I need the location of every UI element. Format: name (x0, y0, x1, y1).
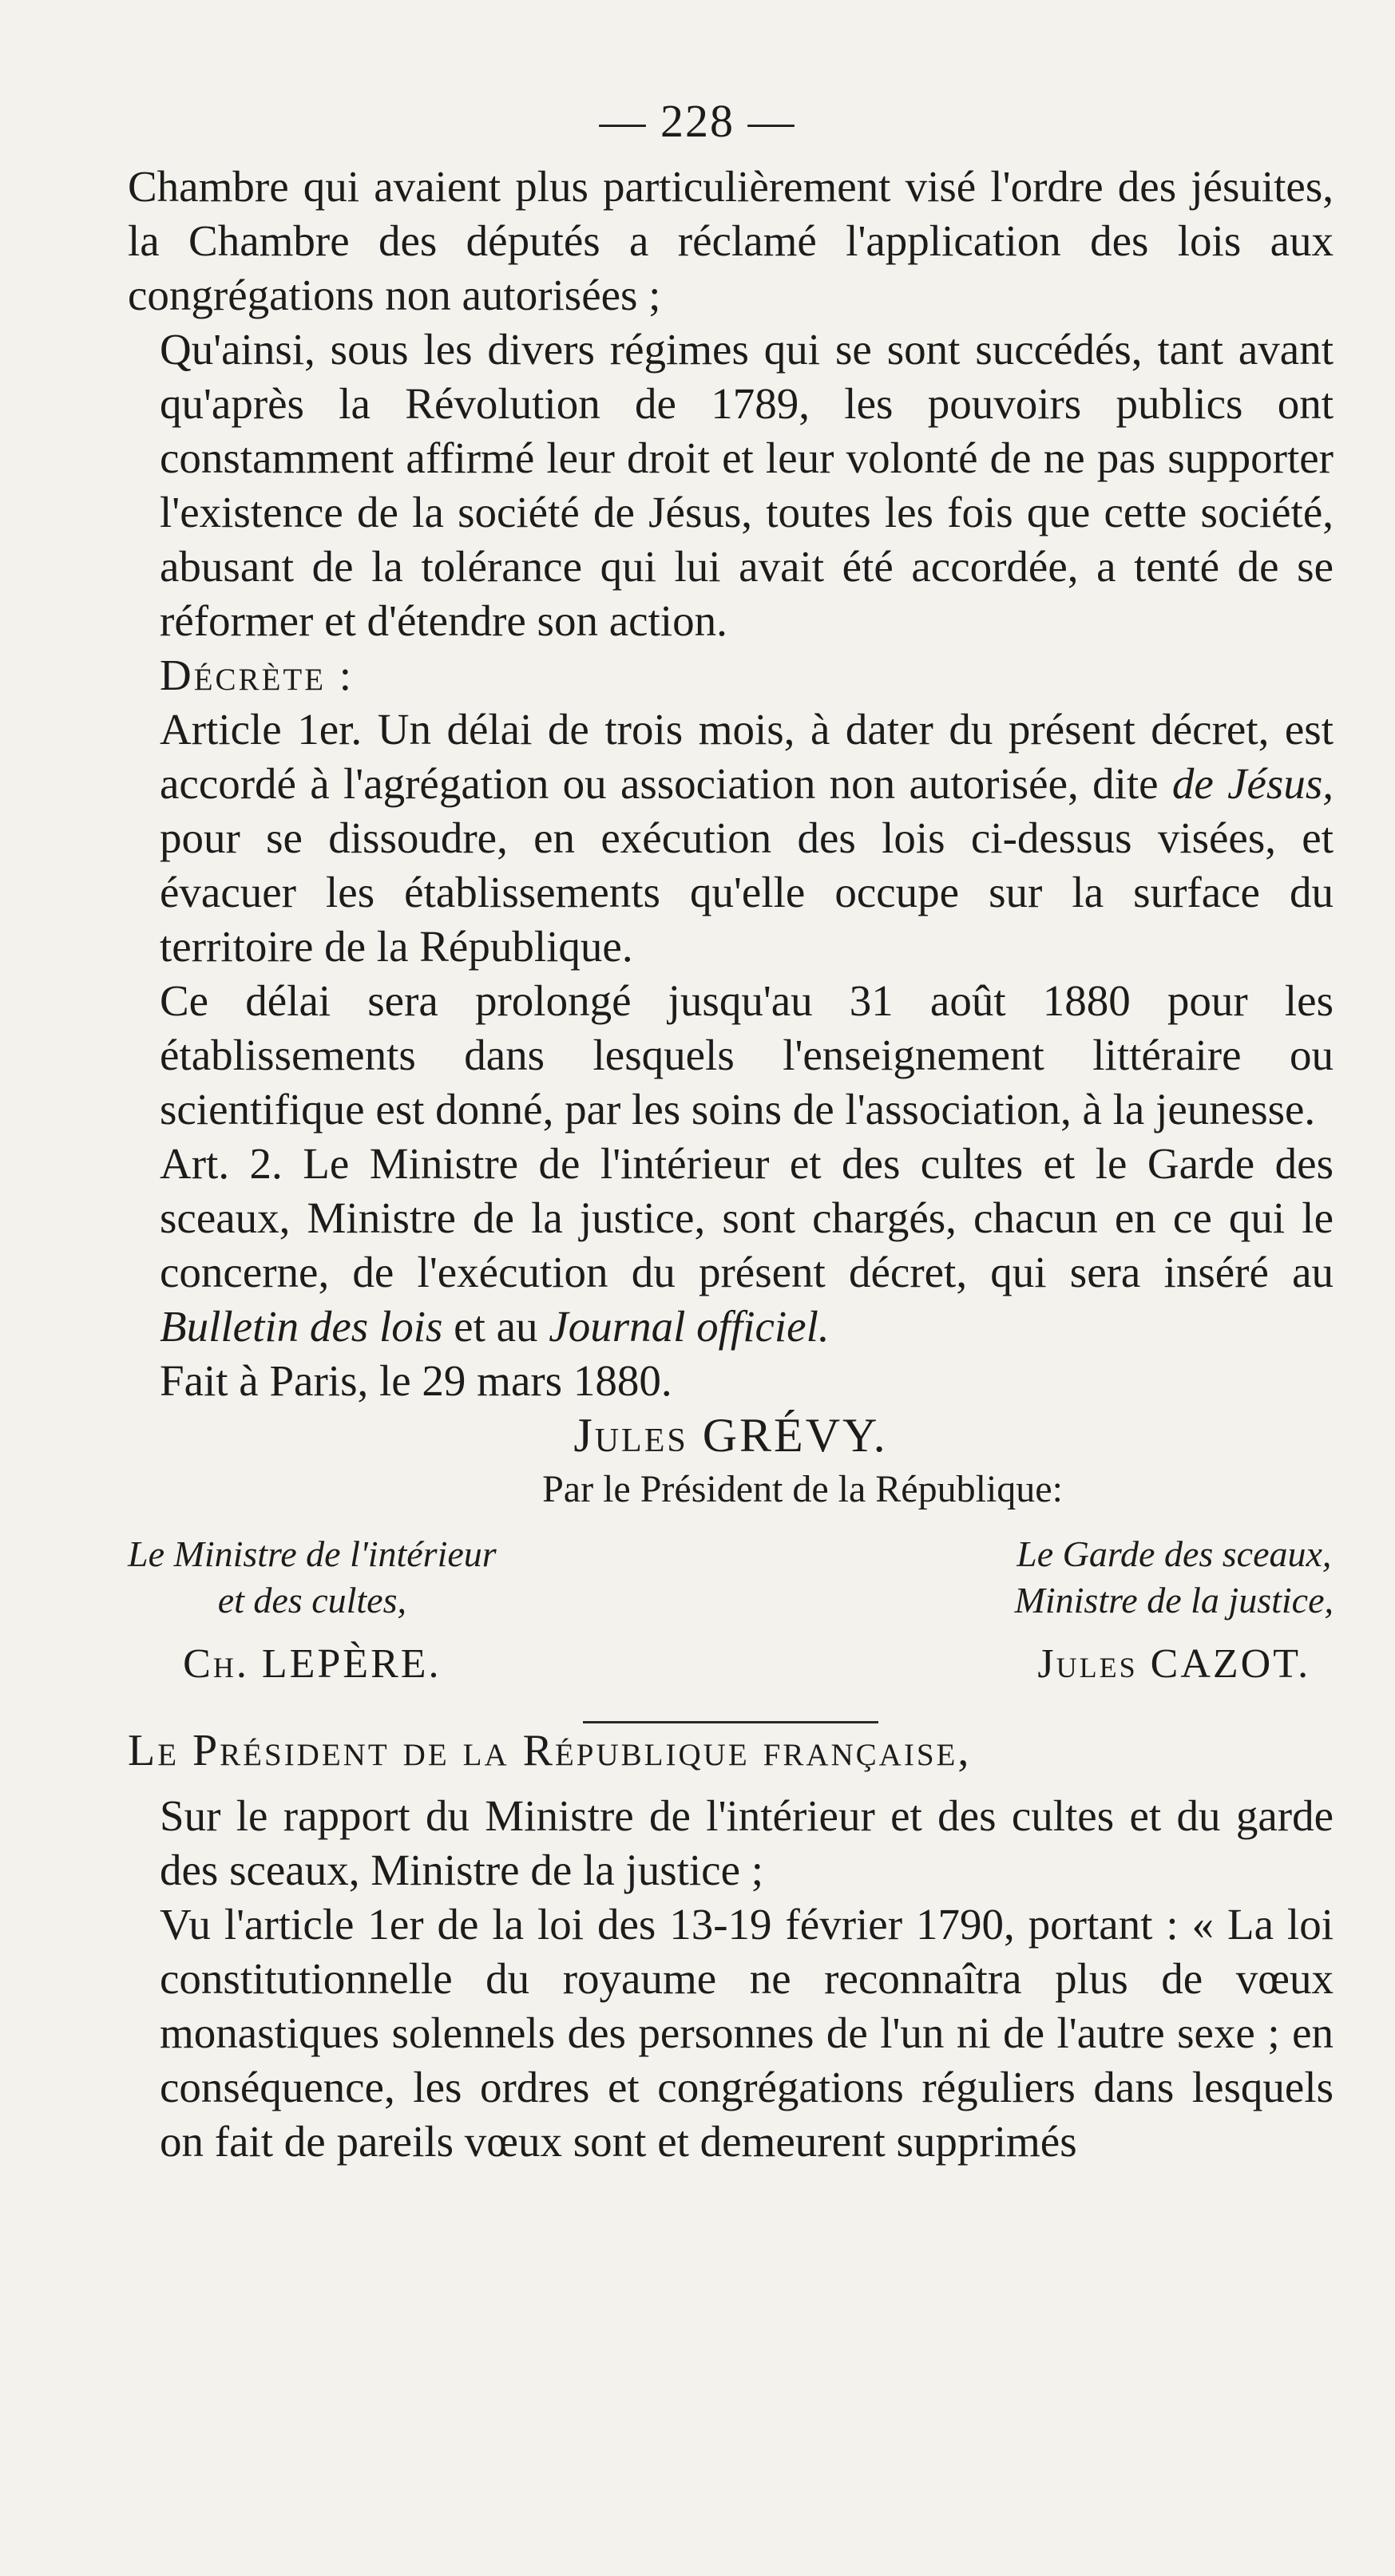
done-at: Fait à Paris, le 29 mars 1880. (160, 1356, 672, 1405)
decrete-heading: Décrète : (160, 651, 355, 699)
article-2-journal: Journal officiel. (549, 1302, 830, 1351)
minister-justice (1015, 1531, 1334, 1688)
article-1-italic: de Jésus, (1171, 759, 1334, 808)
signature-president: Jules GRÉVY. (573, 1409, 888, 1462)
article-2-text-b: et au (442, 1302, 549, 1351)
article-2-text-a: Art. 2. Le Ministre de l'intérieur et des cultes et le Garde des sceaux, Ministre de la justice, sont chargés, chacun en ce qui le concerne, de l'exécution du présent décret, qui sera inséré au (160, 1139, 1334, 1296)
paragraph-report: Sur le rapport du Ministre de l'intérieur et des cultes et du garde des sceaux, Ministre de la justice ; (160, 1791, 1334, 1894)
minister-justice-name: Jules CAZOT. (1037, 1641, 1311, 1687)
minister-interior-name: Ch. LEPÈRE. (183, 1641, 442, 1687)
by-president: Par le Président de la République: (542, 1468, 1063, 1510)
minister-interior (128, 1531, 497, 1688)
article-2-bulletin: Bulletin des lois (160, 1302, 443, 1351)
page-number: — 228 — (599, 95, 796, 147)
ministers-signatures (128, 1531, 1334, 1688)
minister-interior-role-2: et des cultes, (217, 1580, 406, 1620)
article-2 (128, 1137, 1334, 1354)
article-1-text-b: pour se dissoudre, en exécution des lois ci-dessus visées, et évacuer les établissements qu'elle occupe sur la surface du territoire de la République. (160, 813, 1334, 971)
document-body (128, 160, 1334, 2169)
president-heading: Le Président de la République française, (128, 1726, 972, 1775)
article-1 (128, 702, 1334, 974)
paragraph-1: Chambre qui avaient plus particulièrement visé l'ordre des jésuites, la Chambre des députés a réclamé l'application des lois aux congrégations non autorisées ; (128, 162, 1334, 319)
article-1-text-a: Un délai de trois mois, à dater du présent décret, est accordé à l'agrégation ou association non autorisée, dite (160, 705, 1334, 808)
paragraph-2: Qu'ainsi, sous les divers régimes qui se sont succédés, tant avant qu'après la Révolution de 1789, les pouvoirs publics ont constamment affirmé leur droit et leur volonté de ne pas supporter l'existence de la société de Jésus, toutes les fois que cette société, abusant de la tolérance qui lui avait été accordée, a tenté de se réformer et d'étendre son action. (160, 325, 1334, 645)
paragraph-vu-article: Vu l'article 1er de la loi des 13-19 février 1790, portant : « La loi constitutionnelle du royaume ne reconnaîtra plus de vœux monastiques solennels des personnes de l'un ni de l'autre sexe ; en conséquence, les ordres et congrégations réguliers dans lesquels on fait de pareils vœux sont et demeurent supprimés (160, 1900, 1334, 2166)
article-1-extension: Ce délai sera prolongé jusqu'au 31 août 1880 pour les établissements dans lesquels l'enseignement littéraire ou scientifique est donné, par les soins de l'association, à la jeunesse. (160, 976, 1334, 1134)
minister-justice-role-1: Le Garde des sceaux, (1017, 1533, 1332, 1574)
minister-justice-role-2: Ministre de la justice, (1014, 1580, 1334, 1620)
minister-interior-role-1: Le Ministre de l'intérieur (128, 1533, 497, 1574)
article-1-label: Article 1er. (160, 705, 363, 754)
